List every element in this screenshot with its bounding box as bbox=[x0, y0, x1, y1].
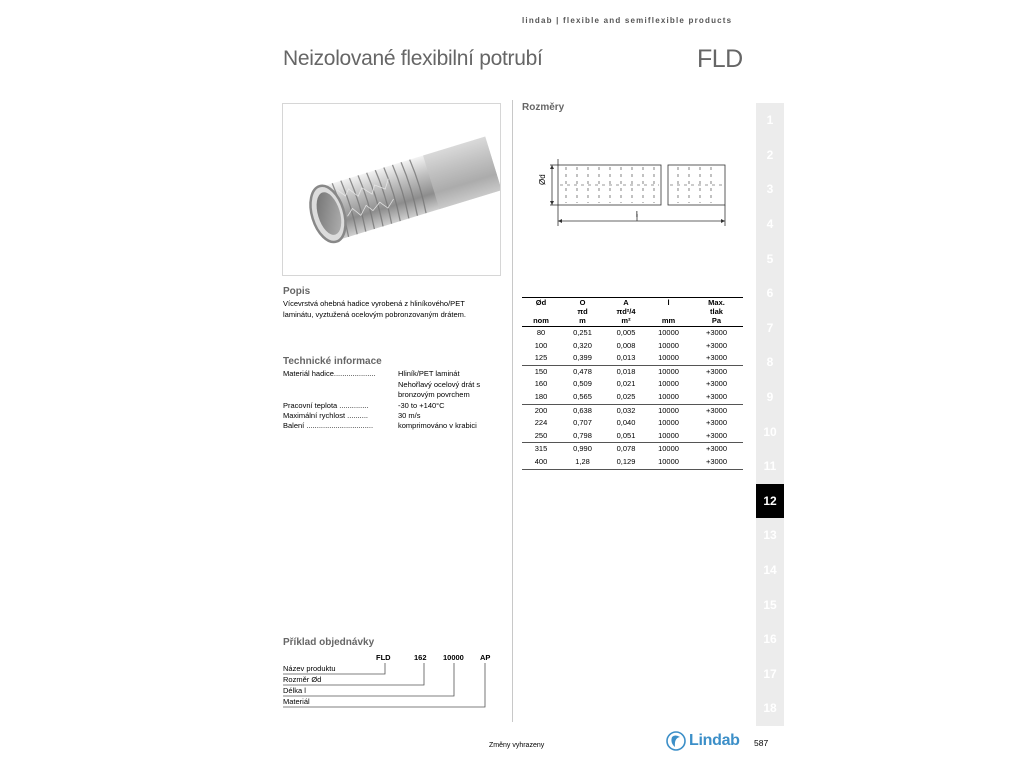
flexible-duct-image bbox=[283, 104, 501, 276]
section-tab-14[interactable]: 14 bbox=[756, 553, 784, 588]
table-cell: 0,021 bbox=[616, 379, 636, 389]
table-cell: 0,129 bbox=[605, 456, 647, 469]
section-tab-8[interactable]: 8 bbox=[756, 345, 784, 380]
table-cell: 0,018 bbox=[616, 366, 636, 376]
footer-note: Změny vyhrazeny bbox=[489, 742, 545, 749]
table-cell: 160 bbox=[534, 379, 548, 389]
table-header-cell: O bbox=[560, 298, 605, 308]
table-cell: 0,798 bbox=[560, 430, 605, 443]
lindab-logo-text: Lindab bbox=[689, 732, 740, 749]
table-cell: 10000 bbox=[658, 444, 679, 454]
table-row bbox=[522, 340, 743, 353]
table-cell: 0,565 bbox=[560, 391, 605, 404]
table-cell: 200 bbox=[534, 405, 548, 415]
table-cell: 400 bbox=[522, 456, 560, 469]
spec-label: Pracovní teplota .............. bbox=[283, 401, 369, 410]
table-header-cell: mm bbox=[647, 316, 690, 327]
table-cell: 0,008 bbox=[616, 340, 636, 350]
spec-value: Hliník/PET laminát bbox=[398, 369, 460, 378]
table-row bbox=[522, 365, 743, 378]
table-cell: 125 bbox=[522, 352, 560, 365]
table-cell: 0,032 bbox=[616, 405, 636, 415]
table-cell: 224 bbox=[534, 418, 548, 428]
section-tab-18[interactable]: 18 bbox=[756, 691, 784, 726]
section-tab-3[interactable]: 3 bbox=[756, 172, 784, 207]
table-cell: +3000 bbox=[690, 391, 743, 404]
spec-label: Maximální rychlost .......... bbox=[283, 411, 369, 420]
table-header-cell: Ød bbox=[522, 298, 560, 308]
section-tab-4[interactable]: 4 bbox=[756, 207, 784, 242]
table-header-cell bbox=[522, 307, 560, 316]
table-cell: 0,638 bbox=[573, 405, 592, 415]
section-tab-10[interactable]: 10 bbox=[756, 414, 784, 449]
table-cell: 315 bbox=[534, 444, 548, 454]
spec-value: -30 to +140°C bbox=[398, 401, 445, 410]
section-tab-16[interactable]: 16 bbox=[756, 622, 784, 657]
table-row bbox=[522, 456, 743, 469]
section-tab-1[interactable]: 1 bbox=[756, 103, 784, 138]
section-tab-7[interactable]: 7 bbox=[756, 311, 784, 346]
dimensions-table-head bbox=[522, 298, 743, 327]
table-cell: 10000 bbox=[658, 405, 679, 415]
table-cell: 10000 bbox=[647, 352, 690, 365]
table-row bbox=[522, 443, 743, 456]
dimensions-table bbox=[522, 297, 743, 470]
table-cell: +3000 bbox=[705, 340, 728, 350]
table-cell: +3000 bbox=[690, 352, 743, 365]
description-text bbox=[283, 299, 466, 320]
table-cell: +3000 bbox=[705, 366, 728, 376]
table-cell: +3000 bbox=[705, 379, 728, 389]
table-cell: 1,28 bbox=[560, 456, 605, 469]
table-header-cell: tlak bbox=[710, 307, 723, 316]
table-cell: +3000 bbox=[705, 328, 728, 337]
order-code-product: FLD bbox=[376, 653, 391, 662]
table-cell: +3000 bbox=[690, 456, 743, 469]
table-cell: +3000 bbox=[705, 444, 728, 454]
section-tab-9[interactable]: 9 bbox=[756, 380, 784, 415]
table-row bbox=[522, 430, 743, 443]
lindab-logo bbox=[666, 731, 740, 751]
table-header-cell: πd²/4 bbox=[616, 307, 636, 316]
table-cell: 10000 bbox=[658, 366, 679, 376]
spec-value: komprimováno v krabici bbox=[398, 421, 477, 430]
order-label: Délka l bbox=[283, 686, 306, 695]
table-cell: 0,509 bbox=[573, 379, 592, 389]
page-number: 587 bbox=[754, 738, 769, 748]
table-cell: 0,040 bbox=[616, 418, 636, 428]
table-cell: 0,051 bbox=[605, 430, 647, 443]
table-cell: 0,025 bbox=[605, 391, 647, 404]
spec-value: Nehořlavý ocelový drát s bbox=[398, 380, 481, 389]
table-header-cell: l bbox=[647, 298, 690, 308]
dimension-diagram bbox=[528, 158, 733, 230]
table-cell: 0,078 bbox=[616, 444, 636, 454]
table-cell: 100 bbox=[534, 340, 548, 350]
table-cell: +3000 bbox=[690, 430, 743, 443]
order-code-length: 10000 bbox=[443, 653, 464, 662]
table-cell: +3000 bbox=[705, 418, 728, 428]
dimensions-table-wrap bbox=[522, 297, 743, 470]
table-cell: 0,251 bbox=[573, 328, 592, 337]
order-label: Název produktu bbox=[283, 664, 336, 673]
order-label: Materiál bbox=[283, 697, 310, 706]
table-cell: 80 bbox=[536, 328, 546, 337]
section-tab-13[interactable]: 13 bbox=[756, 518, 784, 553]
spec-label: Materiál hadice.................... bbox=[283, 369, 376, 378]
table-header-cell: Pa bbox=[690, 316, 743, 327]
table-cell: 150 bbox=[534, 366, 548, 376]
description-line: Vícevrstvá ohebná hadice vyrobená z hliníkového/PET bbox=[283, 299, 465, 308]
table-cell: 10000 bbox=[647, 430, 690, 443]
order-label: Rozměr Ød bbox=[283, 675, 322, 684]
product-photo bbox=[282, 103, 501, 276]
section-tab-12[interactable]: 12 bbox=[756, 484, 784, 519]
table-cell: 0,005 bbox=[616, 328, 636, 337]
table-cell: 250 bbox=[522, 430, 560, 443]
table-header-cell: A bbox=[605, 298, 647, 308]
table-cell: 0,707 bbox=[573, 418, 592, 428]
table-cell: 0,990 bbox=[573, 444, 592, 454]
table-cell: 10000 bbox=[658, 328, 679, 337]
spec-label: Balení ................................ bbox=[283, 421, 374, 430]
section-tab-15[interactable]: 15 bbox=[756, 587, 784, 622]
running-header: lindab | flexible and semiflexible products bbox=[522, 16, 733, 25]
dimensions-table-body bbox=[522, 327, 743, 470]
lindab-logo-icon bbox=[666, 731, 686, 751]
diagram-diameter-label: Ød bbox=[538, 174, 547, 185]
table-header-cell bbox=[647, 307, 690, 316]
table-header-cell: nom bbox=[522, 316, 560, 327]
page-title: Neizolované flexibilní potrubí bbox=[283, 47, 543, 70]
table-cell: 10000 bbox=[658, 379, 679, 389]
table-header-row bbox=[522, 316, 743, 327]
table-header-row bbox=[522, 307, 743, 316]
table-row bbox=[522, 417, 743, 430]
table-cell: 0,399 bbox=[560, 352, 605, 365]
table-row bbox=[522, 378, 743, 391]
table-row bbox=[522, 391, 743, 404]
table-cell: 0,013 bbox=[605, 352, 647, 365]
table-row bbox=[522, 352, 743, 365]
section-tab-6[interactable]: 6 bbox=[756, 276, 784, 311]
section-tab-2[interactable]: 2 bbox=[756, 138, 784, 173]
section-tab-5[interactable]: 5 bbox=[756, 241, 784, 276]
table-row bbox=[522, 327, 743, 340]
table-header-cell: m² bbox=[605, 316, 647, 327]
spec-value: bronzovým povrchem bbox=[398, 390, 470, 399]
table-cell: 0,478 bbox=[573, 366, 592, 376]
table-row bbox=[522, 404, 743, 417]
section-tabs bbox=[756, 103, 784, 726]
table-header-row bbox=[522, 298, 743, 308]
order-code-size: 162 bbox=[414, 653, 427, 662]
description-heading: Popis bbox=[283, 286, 311, 297]
product-code: FLD bbox=[697, 45, 743, 73]
table-cell: 10000 bbox=[658, 418, 679, 428]
spec-value: 30 m/s bbox=[398, 411, 421, 420]
table-cell: 0,320 bbox=[573, 340, 592, 350]
table-header-cell: Max. bbox=[690, 298, 743, 308]
table-cell: 180 bbox=[522, 391, 560, 404]
diagram-length-label: l bbox=[636, 210, 638, 219]
dimensions-heading: Rozměry bbox=[522, 102, 565, 113]
table-cell: +3000 bbox=[705, 405, 728, 415]
table-header-cell: πd bbox=[577, 307, 588, 316]
description-line: laminátu, vyztužená ocelovým pobronzovaným drátem. bbox=[283, 309, 467, 319]
column-divider bbox=[512, 100, 513, 722]
table-cell: 10000 bbox=[658, 340, 679, 350]
section-tab-11[interactable]: 11 bbox=[756, 449, 784, 484]
tech-info-heading: Technické informace bbox=[283, 356, 382, 367]
table-cell: 10000 bbox=[647, 391, 690, 404]
table-header-cell: m bbox=[560, 316, 605, 327]
table-cell: 10000 bbox=[647, 456, 690, 469]
order-code-material: AP bbox=[480, 653, 491, 662]
order-example-heading: Příklad objednávky bbox=[283, 637, 375, 648]
section-tab-17[interactable]: 17 bbox=[756, 657, 784, 692]
